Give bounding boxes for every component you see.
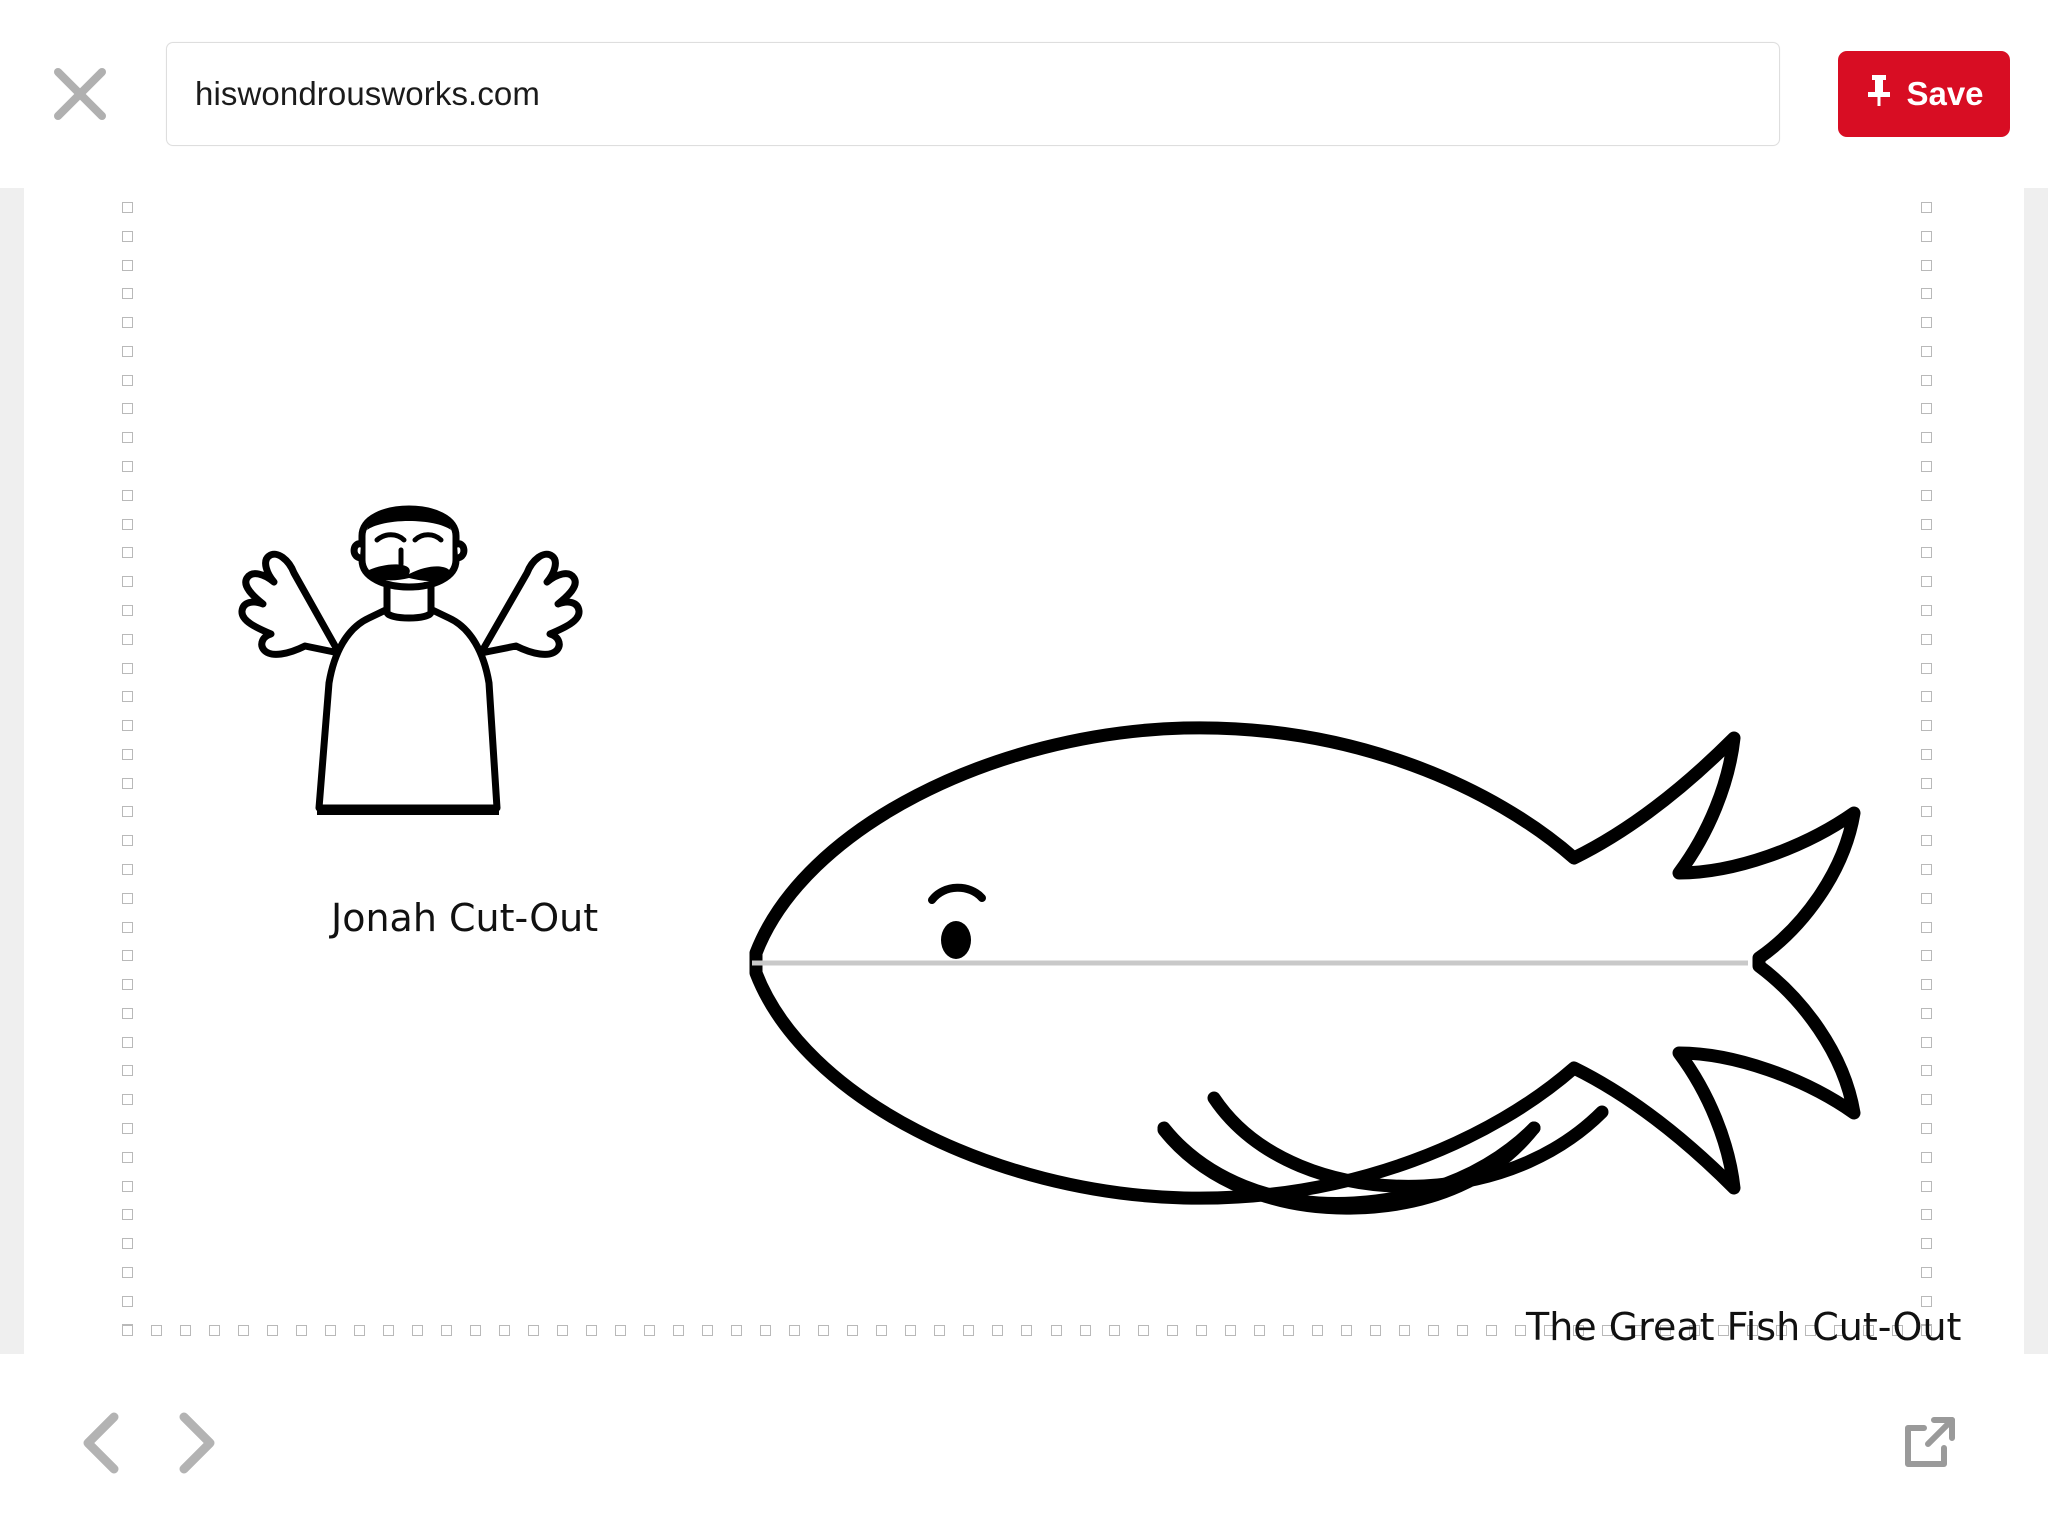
perforation-dot xyxy=(122,979,133,990)
perforation-dot xyxy=(122,519,133,530)
perforation-dot xyxy=(1051,1325,1062,1336)
perforation-dot xyxy=(122,1123,133,1134)
perforation-dot xyxy=(325,1325,336,1336)
perforation-dot xyxy=(122,1325,133,1336)
save-label: Save xyxy=(1906,75,1984,112)
viewer-right-strip xyxy=(2024,188,2048,1354)
perforation-dot xyxy=(122,432,133,443)
perforation-dot xyxy=(1399,1325,1410,1336)
perforation-dot xyxy=(1225,1325,1236,1336)
perforation-left xyxy=(122,202,133,1336)
perforation-dot xyxy=(934,1325,945,1336)
perforation-dot xyxy=(1312,1325,1323,1336)
perforation-dot xyxy=(122,806,133,817)
perforation-dot xyxy=(1196,1325,1207,1336)
perforation-dot xyxy=(122,1065,133,1076)
perforation-dot xyxy=(122,1267,133,1278)
chevron-left-icon xyxy=(76,1409,128,1482)
bottom-toolbar xyxy=(0,1354,2048,1536)
perforation-dot xyxy=(122,749,133,760)
perforation-dot xyxy=(528,1325,539,1336)
perforation-dot xyxy=(122,1094,133,1105)
perforation-dot xyxy=(122,663,133,674)
perforation-dot xyxy=(122,1008,133,1019)
perforation-dot xyxy=(992,1325,1003,1336)
perforation-dot xyxy=(731,1325,742,1336)
perforation-dot xyxy=(383,1325,394,1336)
perforation-dot xyxy=(122,1296,133,1307)
perforation-dot xyxy=(847,1325,858,1336)
perforation-dot xyxy=(1341,1325,1352,1336)
perforation-dot xyxy=(1254,1325,1265,1336)
perforation-dot xyxy=(1283,1325,1294,1336)
perforation-dot xyxy=(1428,1325,1439,1336)
perforation-dot xyxy=(122,490,133,501)
perforation-dot xyxy=(267,1325,278,1336)
perforation-dot xyxy=(412,1325,423,1336)
perforation-dot xyxy=(122,461,133,472)
perforation-dot xyxy=(818,1325,829,1336)
perforation-dot xyxy=(122,288,133,299)
pin-icon xyxy=(1864,73,1894,115)
perforation-dot xyxy=(151,1325,162,1336)
perforation-dot xyxy=(122,778,133,789)
perforation-dot xyxy=(238,1325,249,1336)
perforation-dot xyxy=(122,893,133,904)
share-external-icon xyxy=(1900,1414,1958,1477)
perforation-dot xyxy=(470,1325,481,1336)
perforation-dot xyxy=(1921,547,1932,558)
perforation-dot xyxy=(122,317,133,328)
perforation-dot xyxy=(1921,634,1932,645)
perforation-dot xyxy=(1921,519,1932,530)
perforation-dot xyxy=(122,576,133,587)
previous-button[interactable] xyxy=(56,1399,148,1491)
chevron-right-icon xyxy=(168,1409,220,1482)
perforation-dot xyxy=(1486,1325,1497,1336)
perforation-dot xyxy=(1080,1325,1091,1336)
url-input[interactable] xyxy=(166,42,1780,146)
perforation-dot xyxy=(354,1325,365,1336)
perforation-dot xyxy=(499,1325,510,1336)
perforation-dot xyxy=(122,835,133,846)
perforation-dot xyxy=(1921,461,1932,472)
next-button[interactable] xyxy=(148,1399,240,1491)
perforation-dot xyxy=(963,1325,974,1336)
perforation-dot xyxy=(1457,1325,1468,1336)
perforation-dot xyxy=(180,1325,191,1336)
perforation-dot xyxy=(1515,1325,1526,1336)
perforation-dot xyxy=(760,1325,771,1336)
jonah-cutout-label: Jonah Cut-Out xyxy=(331,896,599,940)
perforation-dot xyxy=(122,231,133,242)
perforation-dot xyxy=(122,403,133,414)
perforation-dot xyxy=(1109,1325,1120,1336)
fish-cutout-label: The Great Fish Cut-Out xyxy=(1526,1305,1962,1349)
printable-sheet xyxy=(24,188,2024,1354)
perforation-dot xyxy=(905,1325,916,1336)
perforation-dot xyxy=(1021,1325,1032,1336)
perforation-dot xyxy=(644,1325,655,1336)
perforation-dot xyxy=(122,1209,133,1220)
perforation-dot xyxy=(209,1325,220,1336)
perforation-dot xyxy=(122,547,133,558)
viewer-left-strip xyxy=(0,188,24,1354)
image-viewer[interactable] xyxy=(0,188,2048,1354)
close-button[interactable] xyxy=(38,52,122,136)
perforation-dot xyxy=(122,720,133,731)
url-text: hiswondrousworks.com xyxy=(195,75,540,112)
perforation-dot xyxy=(702,1325,713,1336)
perforation-dot xyxy=(1921,691,1932,702)
perforation-dot xyxy=(1921,403,1932,414)
perforation-dot xyxy=(122,864,133,875)
perforation-dot xyxy=(122,605,133,616)
top-toolbar xyxy=(0,0,2048,188)
perforation-dot xyxy=(122,1037,133,1048)
perforation-dot xyxy=(122,691,133,702)
perforation-dot xyxy=(557,1325,568,1336)
perforation-dot xyxy=(296,1325,307,1336)
perforation-dot xyxy=(1167,1325,1178,1336)
perforation-dot xyxy=(586,1325,597,1336)
close-icon xyxy=(51,65,109,123)
perforation-dot xyxy=(1921,576,1932,587)
perforation-dot xyxy=(122,922,133,933)
perforation-dot xyxy=(1370,1325,1381,1336)
perforation-dot xyxy=(789,1325,800,1336)
perforation-dot xyxy=(441,1325,452,1336)
perforation-dot xyxy=(122,634,133,645)
perforation-dot xyxy=(1921,231,1932,242)
perforation-dot xyxy=(122,1152,133,1163)
perforation-dot xyxy=(1921,375,1932,386)
great-fish-cutout-illustration xyxy=(734,708,1924,1318)
perforation-dot xyxy=(1921,288,1932,299)
perforation-dot xyxy=(615,1325,626,1336)
perforation-dot xyxy=(1921,663,1932,674)
perforation-dot xyxy=(1138,1325,1149,1336)
perforation-dot xyxy=(1921,317,1932,328)
perforation-dot xyxy=(122,346,133,357)
jonah-cutout-illustration xyxy=(219,478,699,878)
perforation-dot xyxy=(1921,605,1932,616)
perforation-dot xyxy=(673,1325,684,1336)
perforation-dot xyxy=(122,260,133,271)
perforation-dot xyxy=(1921,346,1932,357)
perforation-dot xyxy=(1921,490,1932,501)
perforation-dot xyxy=(1921,202,1932,213)
perforation-dot xyxy=(122,950,133,961)
perforation-dot xyxy=(122,1181,133,1192)
perforation-dot xyxy=(1921,432,1932,443)
perforation-dot xyxy=(1921,260,1932,271)
perforation-dot xyxy=(122,375,133,386)
perforation-dot xyxy=(122,1238,133,1249)
share-button[interactable] xyxy=(1886,1402,1972,1488)
save-button[interactable] xyxy=(1838,51,2010,137)
perforation-dot xyxy=(122,202,133,213)
perforation-dot xyxy=(876,1325,887,1336)
